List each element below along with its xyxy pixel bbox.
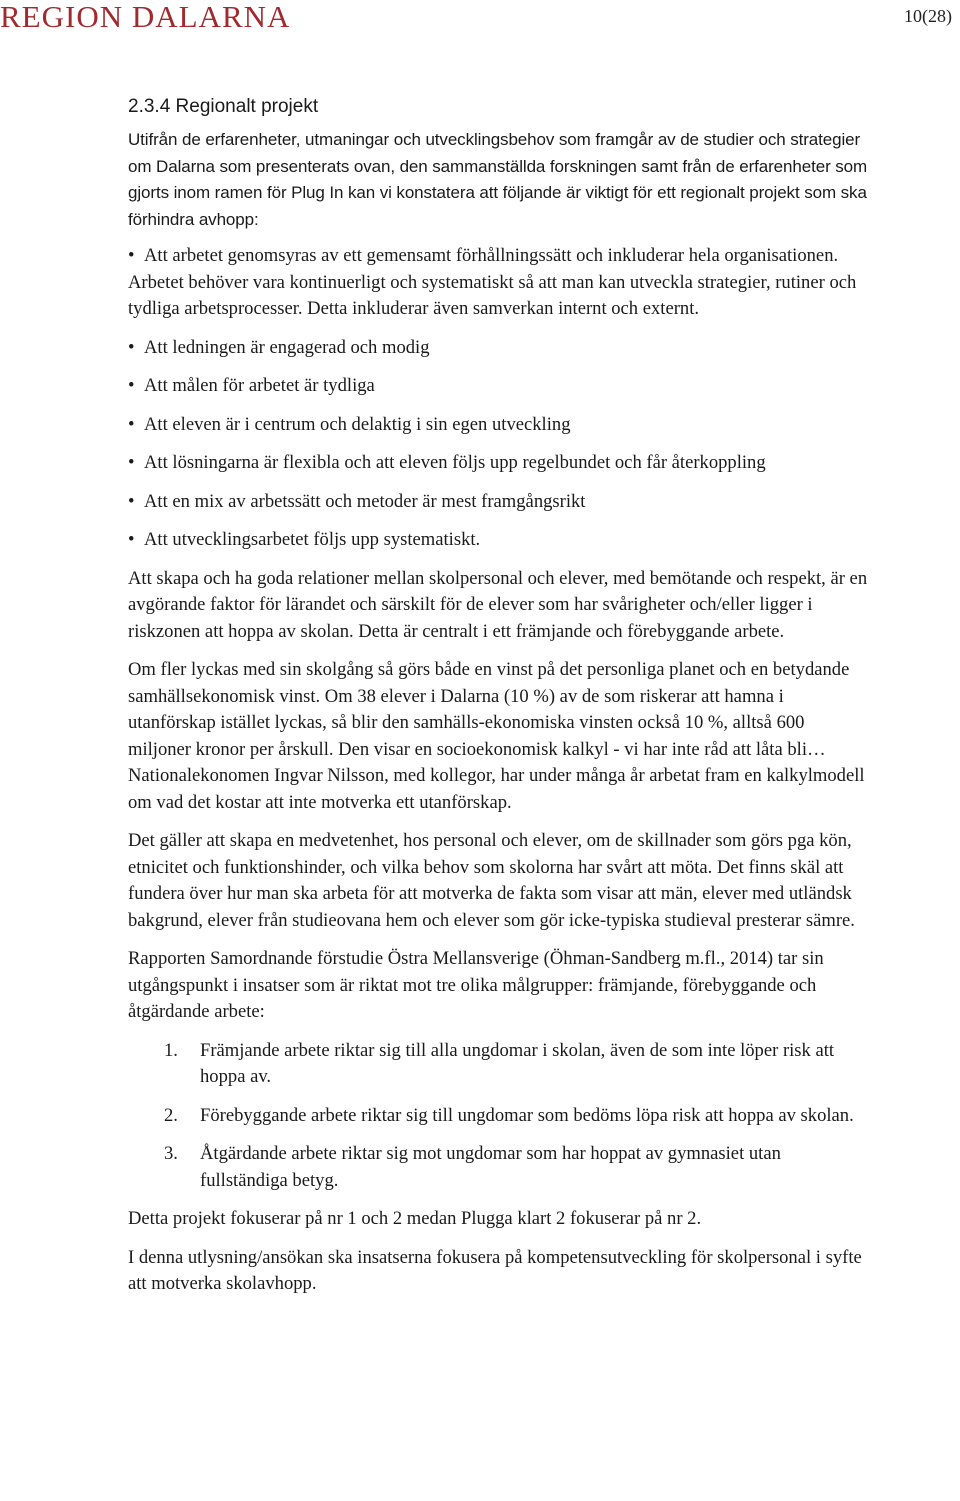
bullet-item xyxy=(128,373,868,400)
bullet-item xyxy=(128,335,868,362)
document-body xyxy=(128,95,868,1310)
numbered-item xyxy=(128,1103,868,1130)
body-paragraph: Att skapa och ha goda relationer mellan skolpersonal och elever, med bemötande och respekt, är en avgörande faktor för lärandet och särskilt för de elever som har svårigheter och/eller ligger i riskzonen att hoppa av skolan. Detta är centralt i ett främjande och förebyggande arbete. xyxy=(128,567,868,642)
bullet-item xyxy=(128,450,868,477)
bullet-text: Att en mix av arbetssätt och metoder är mest framgångsrikt xyxy=(144,490,586,512)
item-text: Förebyggande arbete riktar sig till ungdomar som bedöms löpa risk att hoppa av skolan. xyxy=(200,1104,854,1126)
bullet-icon: • xyxy=(128,413,135,435)
bullet-icon: • xyxy=(128,490,135,512)
item-number: 2. xyxy=(164,1104,178,1126)
bullet-text: Att arbetet genomsyras av ett gemensamt förhållningssätt och inkluderar hela organisationen. Arbetet behöver vara kontinuerligt och systematiskt så att man kan utveckla strategier, rutiner och tydliga arbetsprocesser. Detta inkluderar även samverkan internt och externt. xyxy=(128,245,857,319)
bullet-text: Att lösningarna är flexibla och att eleven följs upp regelbundet och får återkoppling xyxy=(144,452,766,473)
bullet-text: Att eleven är i centrum och delaktig i sin egen utveckling xyxy=(144,413,571,435)
bullet-item xyxy=(128,489,868,516)
bullet-item xyxy=(128,243,868,323)
item-number: 1. xyxy=(164,1039,178,1061)
numbered-item xyxy=(128,1141,868,1194)
bullet-icon: • xyxy=(128,529,135,550)
numbered-item xyxy=(128,1038,868,1091)
bullet-icon: • xyxy=(128,336,135,358)
closing-paragraph: I denna utlysning/ansökan ska insatserna fokusera på kompetensutveckling för skolpersonal i syfte att motverka skolavhopp. xyxy=(128,1246,862,1294)
bullet-icon: • xyxy=(128,452,135,473)
intro-paragraph: Utifrån de erfarenheter, utmaningar och utvecklingsbehov som framgår av de studier och strategier om Dalarna som presenterats ovan, den sammanställda forskningen samt från de erfarenheter som gjorts inom ramen för Plug In kan vi konstatera att följande är viktigt för ett regionalt projekt som ska förhindra avhopp: xyxy=(128,130,868,229)
bullet-item xyxy=(128,527,868,554)
body-paragraph: Rapporten Samordnande förstudie Östra Mellansverige (Öhman-Sandberg m.fl., 2014) tar sin utgångspunkt i insatser som är riktat mot tre olika målgrupper: främjande, förebyggande och åtgärdande arbete: xyxy=(128,948,824,1022)
body-paragraph: Om fler lyckas med sin skolgång så görs både en vinst på det personliga planet och en betydande samhällsekonomisk vinst. Om 38 elever i Dalarna (10 %) av de som riskerar att hamna i utanförskap istället lyckas, så blir den samhälls-ekonomiska vinsten också 10 %, alltså 600 miljoner kronor per årskull. Den visar en socioekonomisk kalkyl - vi har inte råd att låta bli… Nationalekonomen Ingvar Nilsson, med kollegor, har under många år arbetat fram en kalkylmodell om vad det kostar att inte motverka ett utanförskap. xyxy=(128,659,865,813)
section-heading: 2.3.4 Regionalt projekt xyxy=(128,96,319,117)
item-text: Åtgärdande arbete riktar sig mot ungdomar som har hoppat av gymnasiet utan fullständiga betyg. xyxy=(200,1143,781,1191)
region-dalarna-logo: REGION DALARNA xyxy=(0,0,291,34)
bullet-text: Att ledningen är engagerad och modig xyxy=(144,336,430,358)
page-number: 10(28) xyxy=(904,6,952,26)
body-paragraph: Det gäller att skapa en medvetenhet, hos personal och elever, om de skillnader som görs pga kön, etnicitet och funktionshinder, och vilka behov som skolorna har svårt att möta. Det finns skäl att fundera över hur man ska arbeta för att motverka de fakta som visar att män, elever med utländsk bakgrund, elever från studieovana hem och elever som gör icke-typiska studieval presterar sämre. xyxy=(128,830,855,931)
bullet-icon: • xyxy=(128,375,135,396)
bullet-text: Att utvecklingsarbetet följs upp systematiskt. xyxy=(144,529,481,550)
closing-paragraph: Detta projekt fokuserar på nr 1 och 2 medan Plugga klart 2 fokuserar på nr 2. xyxy=(128,1208,702,1229)
item-number: 3. xyxy=(164,1143,178,1164)
bullet-icon: • xyxy=(128,245,135,266)
bullet-item xyxy=(128,412,868,439)
bullet-text: Att målen för arbetet är tydliga xyxy=(144,375,375,396)
numbered-list xyxy=(128,1038,868,1195)
item-text: Främjande arbete riktar sig till alla ungdomar i skolan, även de som inte löper risk att hoppa av. xyxy=(200,1039,835,1087)
